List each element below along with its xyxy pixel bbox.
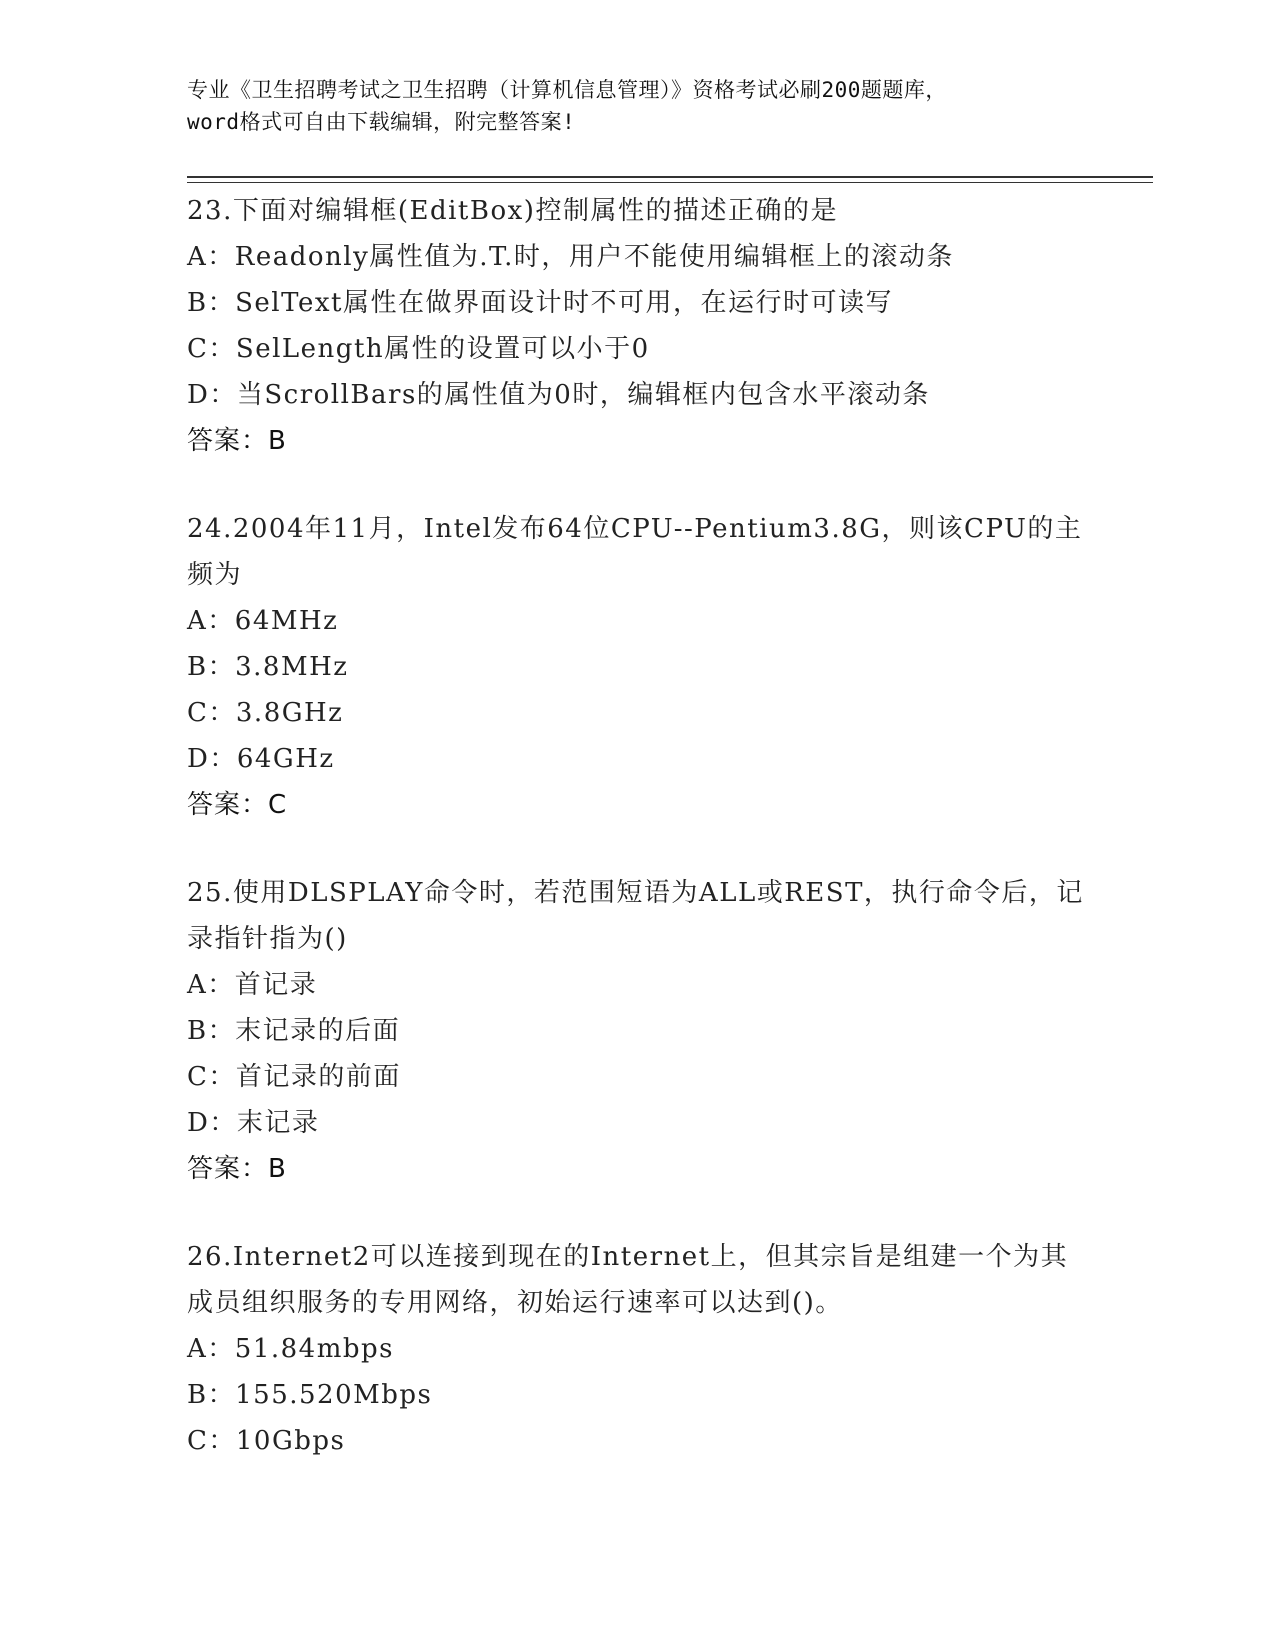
- header-title-line-2: word格式可自由下载编辑，附完整答案!: [187, 110, 576, 134]
- header-divider-thin: [187, 182, 1153, 183]
- option-d: D：当ScrollBars的属性值为0时，编辑框内包含水平滚动条: [187, 380, 930, 410]
- option-b: B：3.8MHz: [187, 652, 349, 682]
- option-c: C：10Gbps: [187, 1426, 346, 1456]
- document-header: [187, 74, 1087, 138]
- question-26: [187, 1234, 1087, 1464]
- question-23: [187, 188, 1087, 464]
- option-a: A：首记录: [187, 970, 318, 1000]
- option-d: D：64GHz: [187, 744, 335, 774]
- option-d: D：末记录: [187, 1108, 320, 1138]
- option-a: A：Readonly属性值为.T.时，用户不能使用编辑框上的滚动条: [187, 242, 954, 272]
- option-a: A：64MHz: [187, 606, 339, 636]
- answer-label: 答案：C: [187, 790, 288, 820]
- option-b: B：155.520Mbps: [187, 1380, 433, 1410]
- question-24: [187, 506, 1087, 828]
- option-b: B：末记录的后面: [187, 1016, 401, 1046]
- question-list: [187, 188, 1087, 1506]
- header-divider-thick: [187, 176, 1153, 178]
- question-25: [187, 870, 1087, 1192]
- option-b: B：SelText属性在做界面设计时不可用，在运行时可读写: [187, 288, 893, 318]
- question-stem: 25.使用DLSPLAY命令时，若范围短语为ALL或REST，执行命令后，记录指针指为(): [187, 878, 1084, 954]
- header-title-line-1: 专业《卫生招聘考试之卫生招聘（计算机信息管理）》资格考试必刷200题题库，: [187, 78, 947, 102]
- option-a: A：51.84mbps: [187, 1334, 394, 1364]
- option-c: C：SelLength属性的设置可以小于0: [187, 334, 650, 364]
- answer-label: 答案：B: [187, 426, 287, 456]
- question-stem: 24.2004年11月，Intel发布64位CPU--Pentium3.8G，则该CPU的主频为: [187, 514, 1083, 590]
- option-c: C：3.8GHz: [187, 698, 344, 728]
- question-stem: 26.Internet2可以连接到现在的Internet上，但其宗旨是组建一个为其成员组织服务的专用网络，初始运行速率可以达到()。: [187, 1242, 1069, 1318]
- option-c: C：首记录的前面: [187, 1062, 401, 1092]
- answer-label: 答案：B: [187, 1154, 287, 1184]
- question-stem: 23.下面对编辑框(EditBox)控制属性的描述正确的是: [187, 196, 838, 226]
